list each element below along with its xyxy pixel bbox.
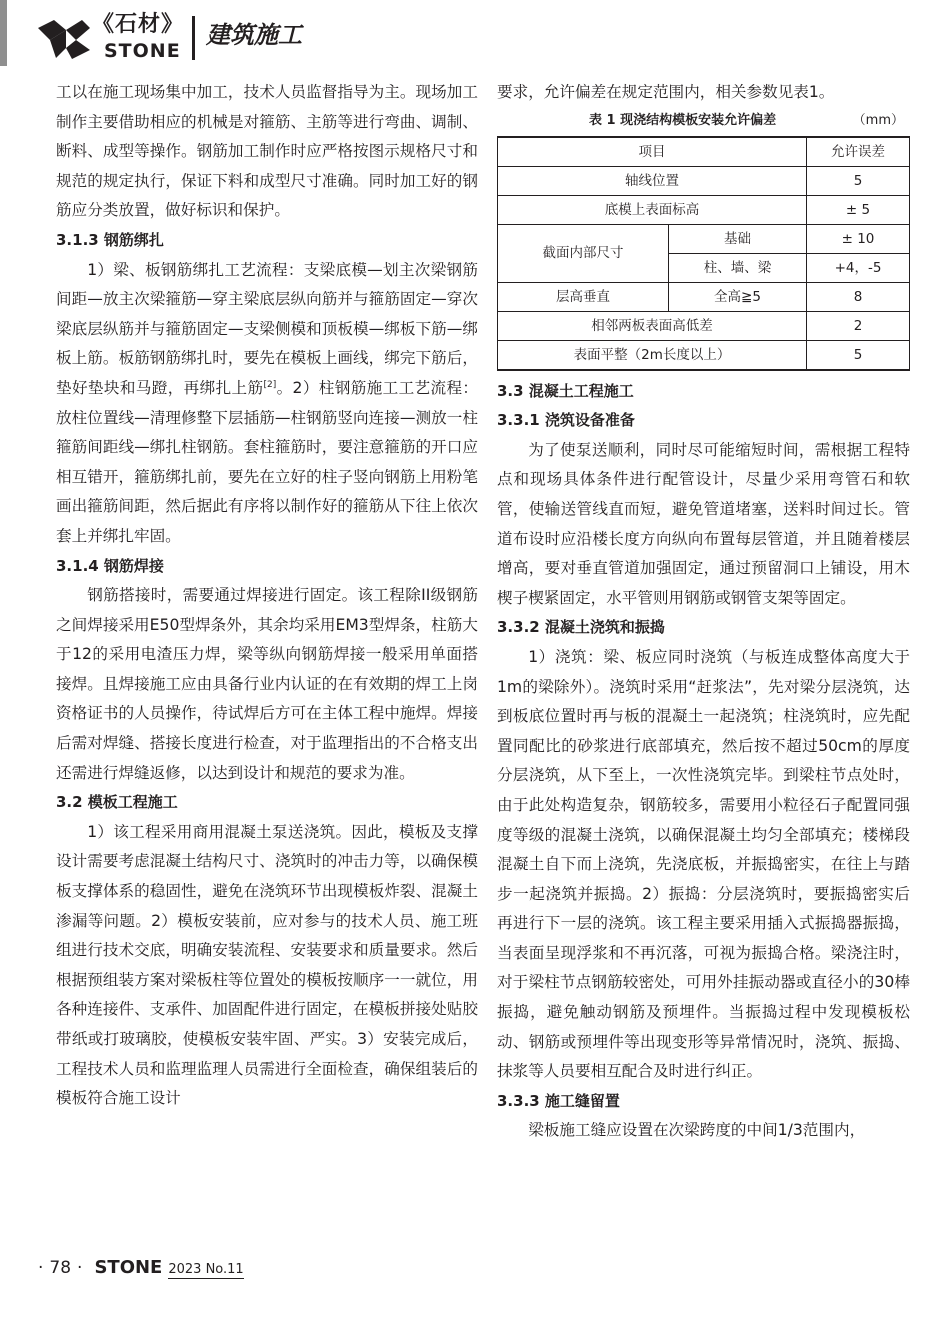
- heading-3-1-4: 3.1.4 钢筋焊接: [56, 556, 164, 575]
- table-cell: +4，-5: [807, 253, 910, 282]
- table-cell: 5: [807, 340, 910, 370]
- table-cell: 5: [807, 166, 910, 195]
- table-cell: 底模上表面标高: [498, 195, 807, 224]
- table-cell: ± 5: [807, 195, 910, 224]
- paragraph: 工以在施工现场集中加工，技术人员监督指导为主。现场加工制作主要借助相应的机械是对箍筋、主筋等进行弯曲、调制、断料、成型等操作。钢筋加工制作时应严格按图示规格尺寸和规范的规定执行，保证下料和成型尺寸准确。同时加工好的钢筋应分类放置，做好标识和保护。: [56, 83, 478, 220]
- heading-3-1-3: 3.1.3 钢筋绑扎: [56, 230, 164, 249]
- table-cell: 全高≧5: [669, 282, 807, 311]
- tolerance-table: [497, 136, 910, 371]
- paragraph: 为了使泵送顺利，同时尽可能缩短时间，需根据工程特点和现场具体条件进行配管设计，尽量少采用弯管石和软管，使输送管线直而短，避免管道堵塞，送料时间过长。管道布设时应沿楼长度方向纵向布置每层管道，并且随着楼层增高，要对垂直管道加强固定，通过预留洞口上铺设，用木楔子楔紧固定，水平管则用钢筋或钢管支架等固定。: [497, 440, 910, 607]
- paragraph: 钢筋搭接时，需要通过焊接进行固定。该工程除II级钢筋之间焊接采用E50型焊条外，其余均采用EM3型焊条，柱筋大于12的采用电渣压力焊，梁等纵向钢筋焊接一般采用单面搭接焊。且焊接施工应由具备行业内认证的在有效期的焊工上岗资格证书的人员操作，待试焊后方可在主体工程中施焊。焊接后需对焊缝、搭接长度进行检查，对于监理指出的不合格支出还需进行焊缝返修，以达到设计和规范的要求为准。: [56, 586, 478, 782]
- table-header-cell: 允许误差: [807, 137, 910, 167]
- table-cell: 基础: [669, 224, 807, 253]
- citation-ref: [2]: [263, 379, 277, 390]
- table-cell: 表面平整（2m长度以上）: [498, 340, 807, 370]
- page-footer: [32, 1256, 244, 1280]
- table-caption-unit: （mm）: [852, 112, 904, 128]
- table-cell: 2: [807, 311, 910, 340]
- footer-dot: ·: [38, 1258, 44, 1278]
- table-cell: 8: [807, 282, 910, 311]
- page-header: [14, 8, 414, 64]
- left-column: [56, 78, 478, 1114]
- paragraph: 梁板施工缝应设置在次梁跨度的中间1/3范围内，: [528, 1121, 866, 1140]
- paragraph-text: 。2）柱钢筋施工工艺流程：放柱位置线—清理修整下层插筋—柱钢筋竖向连接—测放一柱箍筋间距线—绑扎柱钢筋。套柱箍筋时，要注意箍筋的开口应相互错开，箍筋绑扎前，要先在立好的柱子竖向钢筋上用粉笔画出箍筋间距，然后据此有序将以制作好的箍筋从下往上依次套上并绑扎牢固。: [56, 378, 478, 545]
- table-cell: 柱、墙、梁: [669, 253, 807, 282]
- table-row: [498, 195, 910, 224]
- table-header-row: [498, 137, 910, 167]
- paragraph-text: 1）梁、板钢筋绑扎工艺流程：支梁底模—划主次梁钢筋间距—放主次梁箍筋—穿主梁底层纵向筋并与箍筋固定—穿次梁底层纵筋并与箍筋固定—支梁侧模和顶板模—绑板下筋—绑板上筋。板筋钢筋绑扎时，要先在模板上画线，绑完下筋后，垫好垫块和马蹬，再绑扎上筋: [56, 260, 478, 397]
- heading-3-3-1: 3.3.1 浇筑设备准备: [497, 411, 635, 430]
- heading-3-2: 3.2 模板工程施工: [56, 793, 178, 812]
- section-title: 建筑施工: [206, 21, 302, 49]
- footer-magazine-name: STONE: [94, 1257, 163, 1278]
- table-cell: ± 10: [807, 224, 910, 253]
- table-caption-title: 表 1 现浇结构模板安装允许偏差: [589, 112, 777, 128]
- logo-english-title: STONE: [104, 40, 181, 62]
- table-cell: 轴线位置: [498, 166, 807, 195]
- footer-dot: ·: [77, 1258, 83, 1278]
- right-column: [497, 78, 910, 1146]
- paragraph: 要求，允许偏差在规定范围内，相关参数见表1。: [497, 83, 835, 101]
- table-row: [498, 166, 910, 195]
- paragraph: 1）该工程采用商用混凝土泵送浇筑。因此，模板及支撑设计需要考虑混凝土结构尺寸、浇筑时的冲击力等，以确保模板支撑体系的稳固性，避免在浇筑环节出现模板炸裂、混凝土渗漏等问题。2）模板安装前，应对参与的技术人员、施工班组进行技术交底，明确安装流程、安装要求和质量要求。然后根据预组装方案对梁板柱等位置处的模板按顺序一一就位，用各种连接件、支承件、加固配件进行固定，在模板拼接处贴胶带纸或打玻璃胶，使模板安装牢固、严实。3）安装完成后，工程技术人员和监理监理人员需进行全面检查，确保组装后的模板符合施工设计: [56, 822, 478, 1108]
- sidebar-strip: [0, 0, 7, 66]
- table-row: [498, 340, 910, 370]
- stone-logo-icon: [36, 18, 92, 60]
- heading-3-3-2: 3.3.2 混凝土浇筑和振捣: [497, 618, 665, 637]
- table-row: [498, 282, 910, 311]
- logo-chinese-title: 《石材》: [92, 12, 185, 37]
- page-number: 78: [49, 1258, 72, 1278]
- table-row: [498, 224, 910, 253]
- paragraph: 1）浇筑：梁、板应同时浇筑（与板连成整体高度大于1m的梁除外）。浇筑时采用“赶浆法”，先对梁分层浇筑，达到板底位置时再与板的混凝土一起浇筑；柱浇筑时，应先配置同配比的砂浆进行底部填充，然后按不超过50cm的厚度分层浇筑，从下至上，一次性浇筑完毕。到梁柱节点处时，由于此处构造复杂，钢筋较多，需要用小粒径石子配置同强度等级的混凝土浇筑，以确保混凝土均匀全部填充；楼梯段混凝土自下而上浇筑，先浇底板，并振捣密实，在往上与踏步一起浇筑并振捣。2）振捣：分层浇筑时，要振捣密实后再进行下一层的浇筑。该工程主要采用插入式振捣器振捣，当表面呈现浮浆和不再沉落，可视为振捣合格。梁浇注时，对于梁柱节点钢筋较密处，可用外挂振动器或直径小的30棒振捣，避免触动钢筋及预埋件。当振捣过程中发现模板松动、钢筋或预埋件等出现变形等异常情况时，浇筑、振捣、抹浆等人员要相互配合及时进行纠正。: [497, 647, 910, 1081]
- table-cell: 层高垂直: [498, 282, 669, 311]
- table-row: [498, 311, 910, 340]
- heading-3-3-3: 3.3.3 施工缝留置: [497, 1091, 620, 1110]
- paragraph: [56, 256, 478, 552]
- table-cell: 截面内部尺寸: [498, 224, 669, 282]
- header-divider: [192, 16, 195, 60]
- table-header-cell: 项目: [498, 137, 807, 167]
- table-cell: 相邻两板表面高低差: [498, 311, 807, 340]
- table-caption: [497, 108, 910, 134]
- footer-issue: 2023 No.11: [168, 1262, 244, 1277]
- heading-3-3: 3.3 混凝土工程施工: [497, 381, 634, 400]
